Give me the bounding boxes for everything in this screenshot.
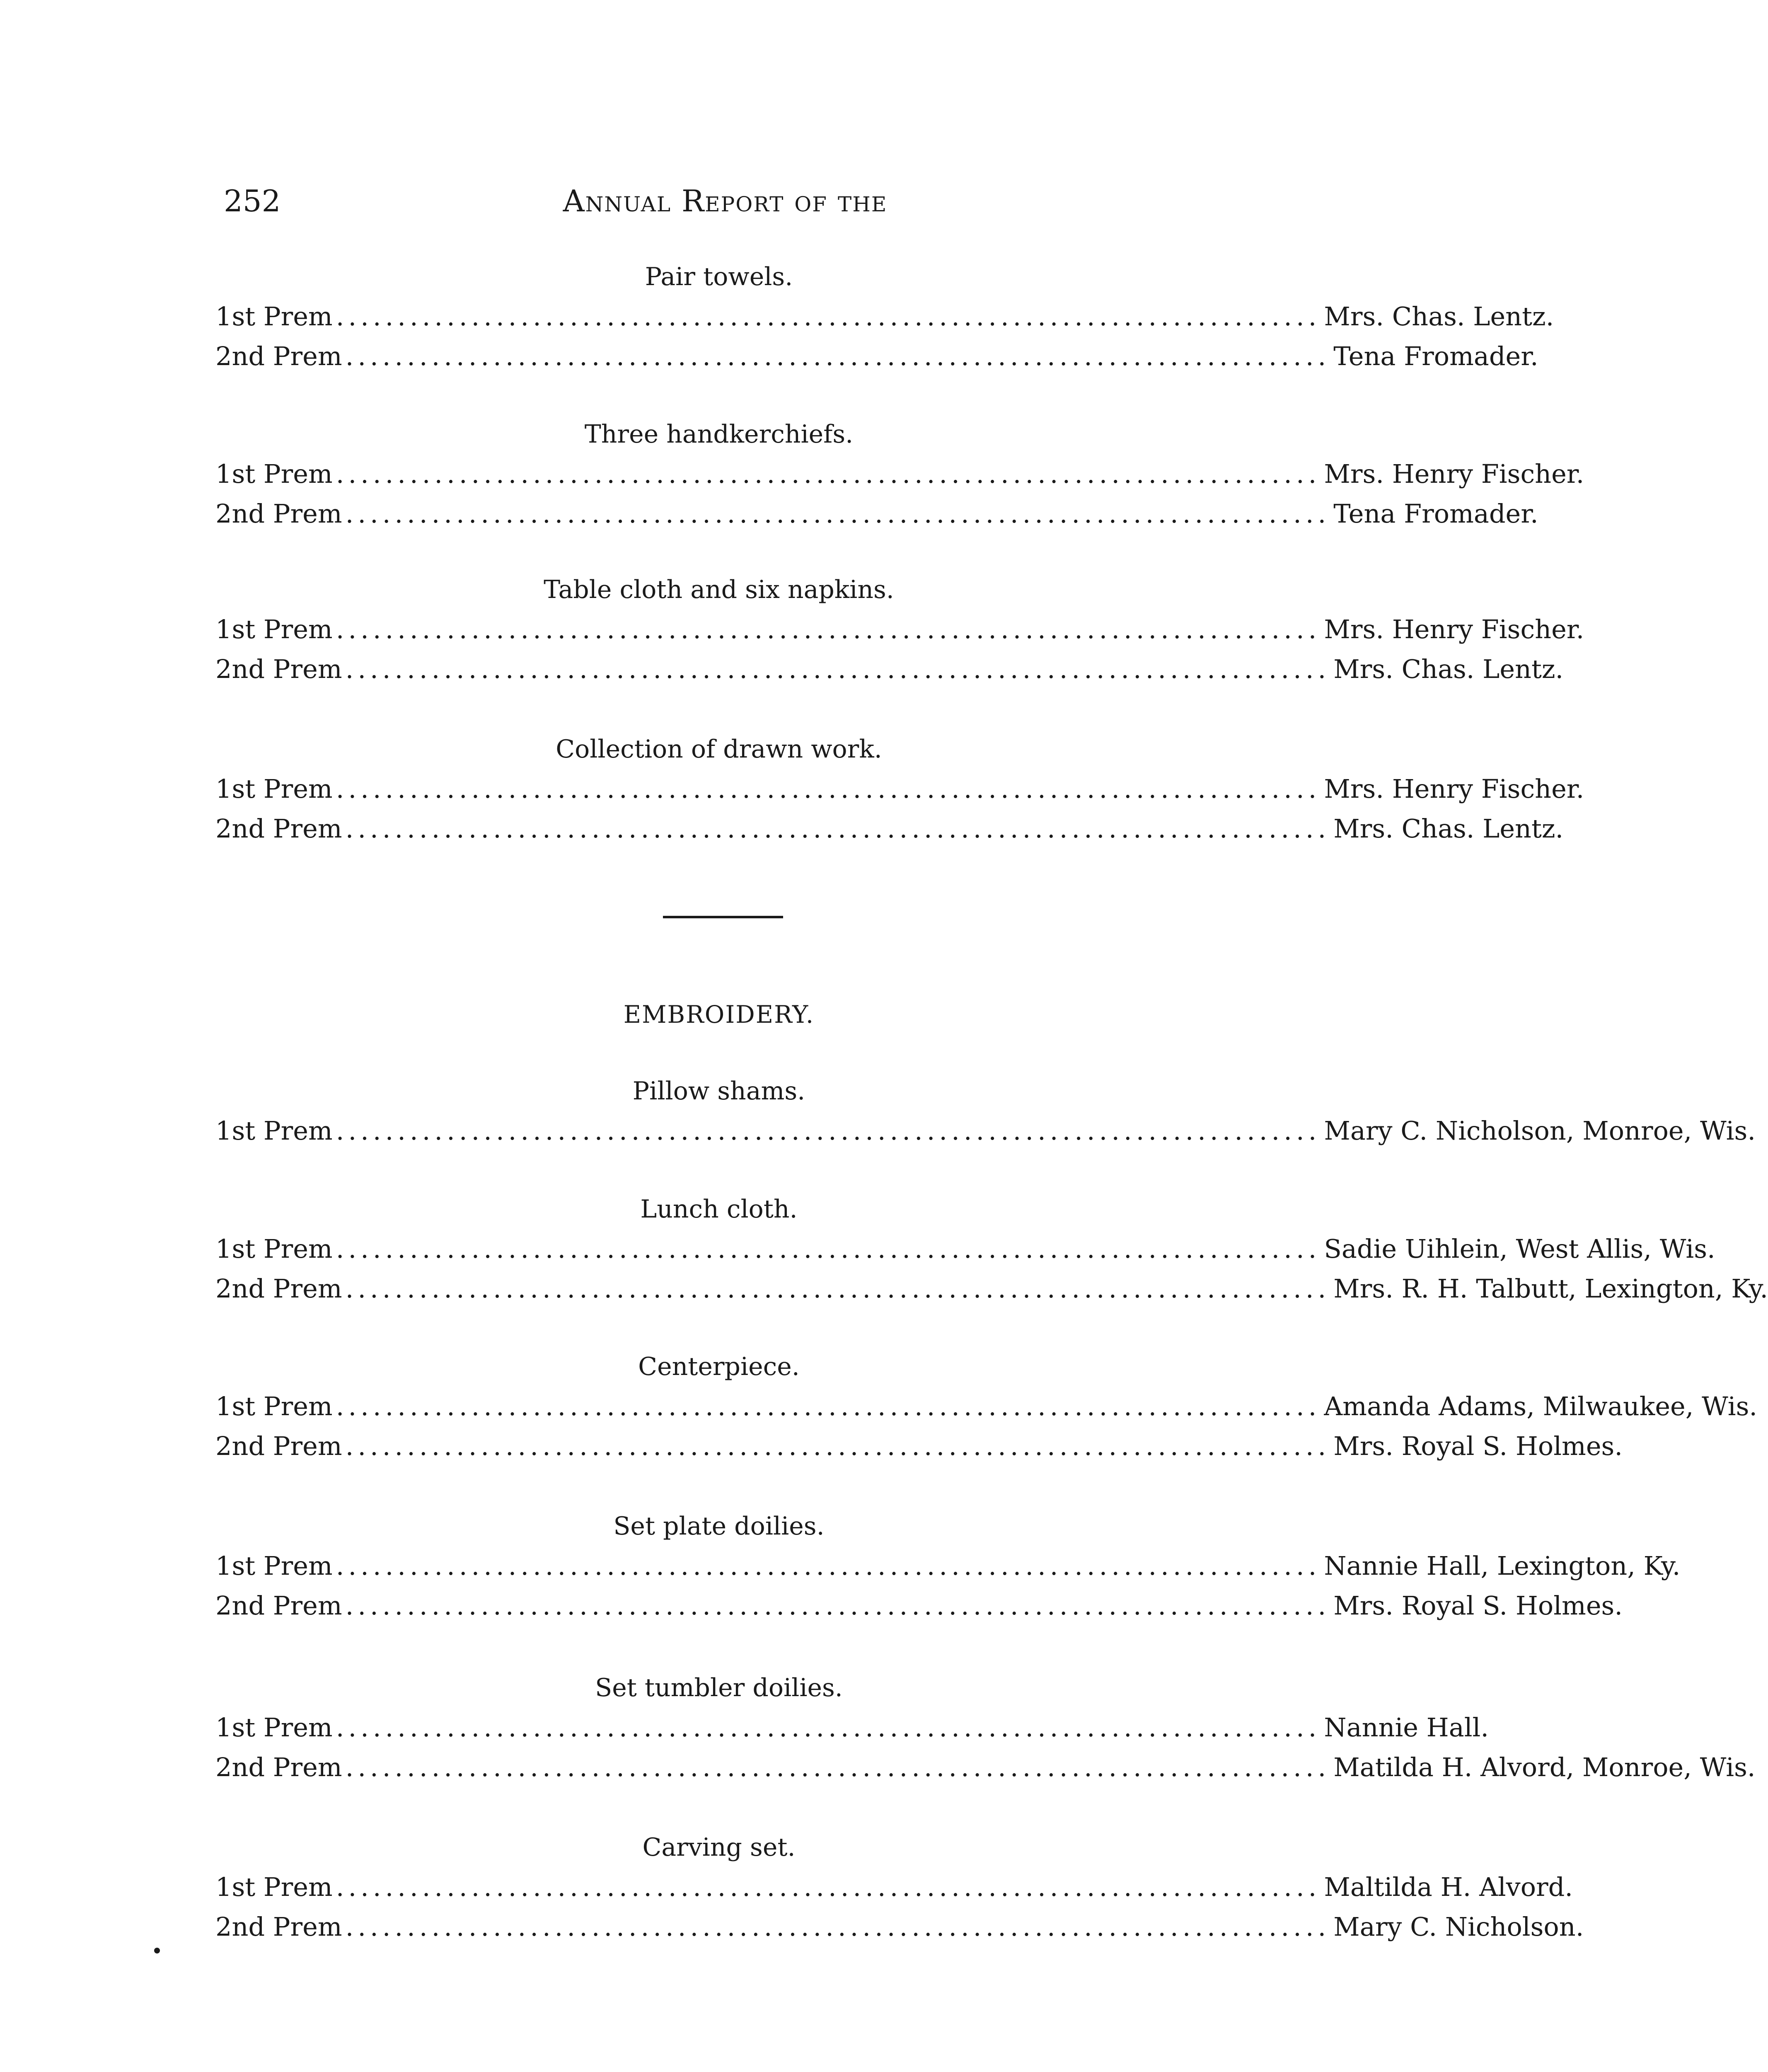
premium-winner: Sadie Uihlein, West Allis, Wis. [1324, 1234, 1715, 1264]
premium-group-plate-doilies [215, 1506, 1681, 1626]
dot-leader: ................................................................................ [345, 813, 1330, 844]
premium-row [215, 1387, 1758, 1426]
premium-place: 2nd Prem [215, 341, 342, 371]
premium-winner: Tena Fromader. [1333, 499, 1538, 529]
premium-winner: Amanda Adams, Milwaukee, Wis. [1324, 1391, 1758, 1421]
premium-winner: Mary C. Nicholson. [1333, 1912, 1584, 1942]
premium-place: 2nd Prem [215, 654, 342, 684]
dot-leader: ................................................................................ [336, 459, 1321, 489]
section-divider [663, 916, 783, 918]
section-heading-embroidery: EMBROIDERY. [623, 1000, 815, 1029]
premium-row [215, 610, 1584, 649]
premium-row [215, 1867, 1573, 1907]
premium-place: 1st Prem [215, 459, 333, 489]
premium-row [215, 336, 1538, 376]
premium-place: 2nd Prem [215, 499, 342, 529]
premium-winner: Mrs. Henry Fischer. [1324, 459, 1584, 489]
premium-place: 1st Prem [215, 1391, 333, 1421]
premium-row [215, 1269, 1768, 1309]
dot-leader: ................................................................................ [345, 341, 1330, 371]
item-title: Table cloth and six napkins. [544, 575, 894, 604]
premium-winner: Mrs. Chas. Lentz. [1333, 654, 1564, 684]
dot-leader: ................................................................................ [336, 774, 1321, 804]
premium-place: 1st Prem [215, 1116, 333, 1146]
premium-winner: Mrs. Chas. Lentz. [1324, 301, 1554, 332]
dot-leader: ................................................................................ [336, 1872, 1321, 1902]
item-title: Pair towels. [645, 262, 793, 291]
premium-place: 1st Prem [215, 1234, 333, 1264]
premium-row [215, 1111, 1756, 1151]
item-title: Three handkerchiefs. [584, 420, 854, 449]
item-title: Centerpiece. [638, 1352, 800, 1381]
premium-row [215, 769, 1584, 809]
premium-row [215, 649, 1564, 689]
item-title: Set plate doilies. [613, 1512, 825, 1541]
dot-leader: ................................................................................ [345, 654, 1330, 684]
dot-leader: ................................................................................ [336, 1391, 1321, 1421]
item-title: Set tumbler doilies. [595, 1673, 843, 1702]
page-number: 252 [224, 184, 281, 218]
premium-row [215, 1748, 1756, 1787]
premium-place: 1st Prem [215, 301, 333, 332]
premium-group-pair-towels [215, 257, 1554, 376]
premium-winner: Mrs. Royal S. Holmes. [1333, 1590, 1623, 1621]
premium-group-pillow-shams [215, 1071, 1756, 1151]
premium-row [215, 809, 1564, 849]
premium-winner: Mrs. Henry Fischer. [1324, 774, 1584, 804]
dot-leader: ................................................................................ [336, 1551, 1321, 1581]
dot-leader: ................................................................................ [345, 499, 1330, 529]
dot-leader: ................................................................................ [336, 1234, 1321, 1264]
premium-winner: Mary C. Nicholson, Monroe, Wis. [1324, 1116, 1756, 1146]
premium-winner: Matilda H. Alvord, Monroe, Wis. [1333, 1752, 1756, 1782]
premium-row [215, 1426, 1623, 1466]
dot-leader: ................................................................................ [336, 1116, 1321, 1146]
running-head: Annual Report of the [563, 184, 888, 218]
premium-place: 2nd Prem [215, 1752, 342, 1782]
premium-winner: Tena Fromader. [1333, 341, 1538, 371]
premium-winner: Mrs. Henry Fischer. [1324, 614, 1584, 644]
premium-place: 2nd Prem [215, 1912, 342, 1942]
premium-row [215, 454, 1584, 494]
premium-winner: Mrs. Royal S. Holmes. [1333, 1431, 1623, 1461]
premium-group-tumbler-doilies [215, 1668, 1756, 1787]
premium-place: 2nd Prem [215, 1431, 342, 1461]
premium-place: 2nd Prem [215, 813, 342, 844]
premium-place: 1st Prem [215, 1551, 333, 1581]
premium-place: 2nd Prem [215, 1273, 342, 1304]
item-title: Pillow shams. [632, 1077, 805, 1106]
dot-leader: ................................................................................ [345, 1590, 1330, 1621]
premium-group-carving-set [215, 1828, 1584, 1947]
premium-row [215, 1586, 1623, 1626]
item-title: Collection of drawn work. [556, 735, 882, 764]
premium-row [215, 1229, 1715, 1269]
premium-place: 1st Prem [215, 774, 333, 804]
premium-group-three-handkerchiefs [215, 414, 1584, 534]
premium-row [215, 494, 1538, 534]
page-header [224, 182, 1226, 220]
dot-leader: ................................................................................ [336, 1712, 1321, 1743]
premium-group-centerpiece [215, 1347, 1758, 1466]
dot-leader: ................................................................................ [345, 1912, 1330, 1942]
item-title: Carving set. [642, 1833, 796, 1862]
premium-winner: Mrs. R. H. Talbutt, Lexington, Ky. [1333, 1273, 1768, 1304]
premium-winner: Nannie Hall, Lexington, Ky. [1324, 1551, 1681, 1581]
premium-winner: Mrs. Chas. Lentz. [1333, 813, 1564, 844]
premium-row [215, 1546, 1681, 1586]
premium-place: 1st Prem [215, 1872, 333, 1902]
premium-row [215, 297, 1554, 336]
premium-place: 1st Prem [215, 614, 333, 644]
premium-group-drawn-work [215, 729, 1584, 849]
item-title: Lunch cloth. [640, 1195, 798, 1224]
premium-winner: Maltilda H. Alvord. [1324, 1872, 1573, 1902]
dot-leader: ................................................................................ [336, 301, 1321, 332]
dot-leader: ................................................................................ [336, 614, 1321, 644]
ink-speck [154, 1948, 160, 1953]
premium-row [215, 1907, 1584, 1947]
premium-winner: Nannie Hall. [1324, 1712, 1489, 1743]
premium-group-table-cloth [215, 570, 1584, 689]
dot-leader: ................................................................................ [345, 1752, 1330, 1782]
premium-place: 1st Prem [215, 1712, 333, 1743]
dot-leader: ................................................................................ [345, 1273, 1330, 1304]
dot-leader: ................................................................................ [345, 1431, 1330, 1461]
premium-row [215, 1708, 1489, 1748]
premium-place: 2nd Prem [215, 1590, 342, 1621]
premium-group-lunch-cloth [215, 1189, 1768, 1309]
